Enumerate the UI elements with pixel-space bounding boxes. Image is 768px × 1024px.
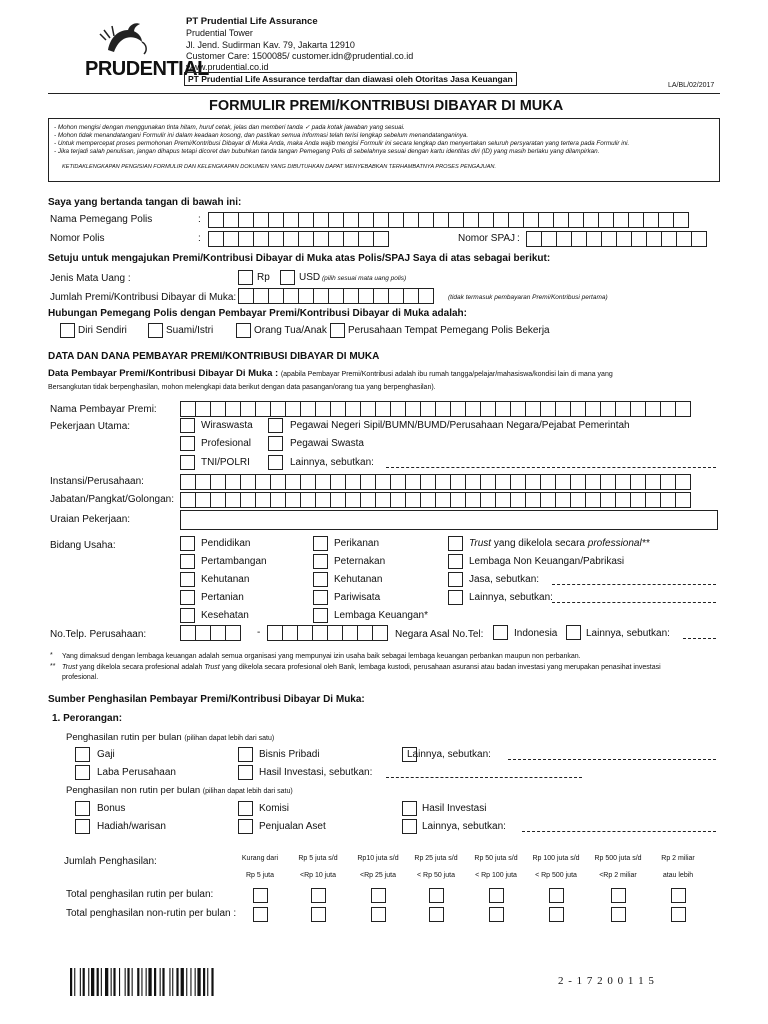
pekerjaan-lainnya-label: Lainnya, sebutkan: xyxy=(290,457,374,468)
total-rutin-range-checkbox[interactable] xyxy=(429,888,444,903)
total-nonrutin-range-checkbox[interactable] xyxy=(371,907,386,922)
total-nonrutin-range-checkbox[interactable] xyxy=(253,907,268,922)
total-rutin-range-checkbox[interactable] xyxy=(253,888,268,903)
rp-label: Rp xyxy=(257,272,270,283)
barcode-bar xyxy=(207,968,208,996)
pns-label: Pegawai Negeri Sipil/BUMN/BUMD/Perusahaan Negara/Pejabat Pemerintah xyxy=(290,420,630,431)
total-rutin-range-checkbox[interactable] xyxy=(371,888,386,903)
bidang-kehutanan2-label: Kehutanan xyxy=(334,574,383,585)
bidang-pertanian-checkbox[interactable] xyxy=(180,590,195,605)
range-header-line: Rp 50 juta s/d xyxy=(474,855,518,862)
colon: : xyxy=(198,214,201,225)
nomor-spaj-label: Nomor SPAJ xyxy=(458,233,516,244)
barcode-bar xyxy=(125,968,126,996)
bidang-pariwisata-checkbox[interactable] xyxy=(313,590,328,605)
nama-pemegang-input[interactable] xyxy=(208,212,688,228)
lainnya-nonrutin-checkbox[interactable] xyxy=(402,819,417,834)
barcode-bar xyxy=(181,968,184,996)
pekerjaan-lainnya-checkbox[interactable] xyxy=(268,455,283,470)
company-care: Customer Care: 1500085/ customer.idn@prudential.co.id xyxy=(186,51,414,61)
nomor-polis-label: Nomor Polis xyxy=(50,233,105,244)
hadiah-label: Hadiah/warisan xyxy=(97,821,166,832)
company-web: www.prudential.co.id xyxy=(186,62,269,72)
pns-checkbox[interactable] xyxy=(268,418,283,433)
gaji-label: Gaji xyxy=(97,749,115,760)
colon: : xyxy=(198,233,201,244)
profesional-label: Profesional xyxy=(201,438,252,449)
hasil-investasi-nonrutin-label: Hasil Investasi xyxy=(422,803,487,814)
page-title: FORMULIR PREMI/KONTRIBUSI DIBAYAR DI MUKA xyxy=(209,98,564,114)
pekerjaan-label: Pekerjaan Utama: xyxy=(50,421,131,432)
company-building: Prudential Tower xyxy=(186,28,253,38)
bidang-pertanian-label: Pertanian xyxy=(201,592,244,603)
bonus-label: Bonus xyxy=(97,803,126,814)
bidang-peternakan-label: Peternakan xyxy=(334,556,386,567)
footnote-1: Yang dimaksud dengan lembaga keuangan adalah semua organisasi yang mempunyai izin usaha baik sebagai lembaga keuangan perbankan maupun non perbankan. xyxy=(62,653,581,660)
barcode xyxy=(70,968,270,996)
bidang-lembaga-keuangan-label: Lembaga Keuangan* xyxy=(334,610,428,621)
barcode-bar xyxy=(141,968,142,996)
telp-number-input[interactable] xyxy=(267,625,387,641)
barcode-bar xyxy=(203,968,205,996)
laba-checkbox[interactable] xyxy=(75,765,90,780)
total-rutin-range-checkbox[interactable] xyxy=(489,888,504,903)
telp-label: No.Telp. Perusahaan: xyxy=(50,629,147,640)
instansi-input[interactable] xyxy=(180,474,690,490)
footnote-1-marker: * xyxy=(50,652,53,659)
hubungan-ortu-label: Orang Tua/Anak xyxy=(254,325,327,336)
bidang-kesehatan-checkbox[interactable] xyxy=(180,608,195,623)
telp-area-input[interactable] xyxy=(180,625,240,641)
barcode-bar xyxy=(211,968,213,996)
company-address: Jl. Jend. Sudirman Kav. 79, Jakarta 12910 xyxy=(186,40,355,50)
barcode-bar xyxy=(197,968,200,996)
total-nonrutin-range-checkbox[interactable] xyxy=(311,907,326,922)
barcode-bar xyxy=(162,968,164,996)
rp-checkbox[interactable] xyxy=(238,270,253,285)
sec4-subnote: Bersangkutan tidak berpenghasilan, mohon melengkapi data berikut dengan data pasangan/orang tua yang berpenghasilan). xyxy=(48,384,436,391)
nomor-spaj-input[interactable] xyxy=(526,231,706,247)
negara-lainnya-label: Lainnya, sebutkan: xyxy=(586,628,670,639)
uraian-label: Uraian Pekerjaan: xyxy=(50,514,131,525)
instansi-label: Instansi/Perusahaan: xyxy=(50,476,144,487)
lainnya-rutin-field[interactable] xyxy=(508,759,716,760)
swasta-label: Pegawai Swasta xyxy=(290,438,364,449)
lainnya-nonrutin-label: Lainnya, sebutkan: xyxy=(422,821,506,832)
total-rutin-range-checkbox[interactable] xyxy=(549,888,564,903)
jumlah-penghasilan-label: Jumlah Penghasilan: xyxy=(64,856,157,867)
barcode-bar xyxy=(83,968,85,996)
sec4-subheading: Data Pembayar Premi/Kontribusi Dibayar Di Muka : (apabila Pembayar Premi/Kontribusi adalah ibu rumah tangga/pelajar/mahasiswa/kondisi lain di mana yang xyxy=(48,368,613,379)
instruction-item: - Untuk mempercepat proses permohonan Premi/Kontribusi Dibayar di Muka Anda, maka Anda wajib mengisi Formulir ini secara lengkap dan menyertakan seluruh persyaratan yang tertera pada Formulir ini. xyxy=(54,140,630,147)
range-header-line: < Rp 100 juta xyxy=(475,872,517,879)
bidang-non-keuangan-label: Lembaga Non Keuangan/Pabrikasi xyxy=(469,556,625,567)
barcode-bar xyxy=(169,968,170,996)
bidang-jasa-checkbox[interactable] xyxy=(448,572,463,587)
usd-checkbox[interactable] xyxy=(280,270,295,285)
bidang-non-keuangan-checkbox[interactable] xyxy=(448,554,463,569)
bidang-lainnya-checkbox[interactable] xyxy=(448,590,463,605)
gaji-checkbox[interactable] xyxy=(75,747,90,762)
bidang-kesehatan-label: Kesehatan xyxy=(201,610,249,621)
penjualan-aset-checkbox[interactable] xyxy=(238,819,253,834)
laba-label: Laba Perusahaan xyxy=(97,767,176,778)
bidang-peternakan-checkbox[interactable] xyxy=(313,554,328,569)
barcode-bar xyxy=(172,968,173,996)
bidang-kehutanan1-checkbox[interactable] xyxy=(180,572,195,587)
barcode-bar xyxy=(113,968,115,996)
range-header-line: Rp 100 juta s/d xyxy=(532,855,580,862)
total-rutin-range-checkbox[interactable] xyxy=(671,888,686,903)
total-rutin-range-checkbox[interactable] xyxy=(611,888,626,903)
barcode-bar xyxy=(137,968,139,996)
bidang-label: Bidang Usaha: xyxy=(50,540,116,551)
bidang-perikanan-label: Perikanan xyxy=(334,538,380,549)
barcode-bar xyxy=(132,968,133,996)
barcode-bar xyxy=(160,968,161,996)
prudential-logo-emblem xyxy=(88,20,160,60)
range-header-line: <Rp 10 juta xyxy=(300,872,336,879)
lainnya-rutin-label: Lainnya, sebutkan: xyxy=(407,749,491,760)
barcode-bar xyxy=(176,968,178,996)
bisnis-pribadi-checkbox[interactable] xyxy=(238,747,253,762)
jumlah-premi-note: (tidak termasuk pembayaran Premi/Kontribusi pertama) xyxy=(448,294,608,301)
barcode-bar xyxy=(195,968,196,996)
nama-pemegang-label: Nama Pemegang Polis xyxy=(50,214,153,225)
total-rutin-label: Total penghasilan rutin per bulan: xyxy=(66,889,214,900)
bidang-trust-label: Trust yang dikelola secara professional** xyxy=(469,538,650,549)
wiraswasta-label: Wiraswasta xyxy=(201,420,253,431)
barcode-bar xyxy=(148,968,151,996)
lainnya-nonrutin-field[interactable] xyxy=(522,831,716,832)
sec3-heading: Hubungan Pemegang Polis dengan Pembayar Premi/Kontribusi Dibayar di Muka adalah: xyxy=(48,308,467,319)
total-nonrutin-range-checkbox[interactable] xyxy=(549,907,564,922)
range-header-line: Rp 2 miliar xyxy=(661,855,695,862)
rutin-heading: Penghasilan rutin per bulan (pilihan dapat lebih dari satu) xyxy=(66,732,275,743)
bisnis-pribadi-label: Bisnis Pribadi xyxy=(259,749,320,760)
negara-lainnya-checkbox[interactable] xyxy=(566,625,581,640)
jabatan-label: Jabatan/Pangkat/Golongan: xyxy=(50,494,174,505)
barcode-bar xyxy=(80,968,81,996)
footnote-2: Trust yang dikelola secara profesional adalah Trust yang dikelola secara profesional oleh Bank, lembaga kustodi, perusahaan asuransi atau badan investasi yang merupakan penasihat investasi xyxy=(62,664,661,671)
sec2-heading: Setuju untuk mengajukan Premi/Kontribusi Dibayar di Muka atas Polis/SPAJ Saya di atas sebagai berikut: xyxy=(48,253,551,264)
range-header-line: Rp 5 juta xyxy=(245,872,275,879)
barcode-bar xyxy=(119,968,120,996)
barcode-bar xyxy=(154,968,156,996)
hubungan-perusahaan-checkbox[interactable] xyxy=(330,323,345,338)
nonrutin-heading: Penghasilan non rutin per bulan (pilihan dapat lebih dari satu) xyxy=(66,785,293,796)
form-code: LA/BL/02/2017 xyxy=(668,82,715,89)
hasil-investasi-nonrutin-checkbox[interactable] xyxy=(402,801,417,816)
uraian-input[interactable] xyxy=(180,510,718,530)
usd-label: USD xyxy=(299,272,321,283)
range-header-line: < Rp 500 juta xyxy=(535,872,577,879)
perorangan-heading: 1. Perorangan: xyxy=(52,713,123,724)
total-nonrutin-label: Total penghasilan non-rutin per bulan : xyxy=(66,908,237,919)
mata-uang-label: Jenis Mata Uang : xyxy=(50,273,131,284)
jumlah-premi-label: Jumlah Premi/Kontribusi Dibayar di Muka: xyxy=(50,292,237,303)
colon: : xyxy=(517,233,520,244)
header-rule xyxy=(48,93,720,94)
hubungan-diri-label: Diri Sendiri xyxy=(78,325,127,336)
wiraswasta-checkbox[interactable] xyxy=(180,418,195,433)
range-header-line: Rp 5 juta s/d xyxy=(298,855,338,862)
bidang-pertambangan-checkbox[interactable] xyxy=(180,554,195,569)
bidang-kehutanan1-label: Kehutanan xyxy=(201,574,250,585)
hubungan-diri-checkbox[interactable] xyxy=(60,323,75,338)
instruction-item: - Mohon mengisi dengan menggunakan tinta hitam, huruf cetak, jelas dan memberi tanda ✓ pada kotak jawaban yang sesuai. xyxy=(54,124,405,131)
bidang-pendidikan-label: Pendidikan xyxy=(201,538,251,549)
bidang-pendidikan-checkbox[interactable] xyxy=(180,536,195,551)
nama-pembayar-label: Nama Pembayar Premi: xyxy=(50,404,157,415)
barcode-bar xyxy=(186,968,187,996)
hubungan-suami-checkbox[interactable] xyxy=(148,323,163,338)
sec1-heading: Saya yang bertanda tangan di bawah ini: xyxy=(48,197,242,208)
prudential-logo-text: PRUDENTIAL xyxy=(85,58,209,80)
total-nonrutin-range-checkbox[interactable] xyxy=(489,907,504,922)
barcode-bar xyxy=(190,968,191,996)
barcode-bar xyxy=(70,968,72,996)
pekerjaan-lainnya-field[interactable] xyxy=(386,467,716,468)
barcode-bar xyxy=(105,968,108,996)
usd-note: (pilih sesuai mata uang polis) xyxy=(322,275,407,282)
total-nonrutin-range-checkbox[interactable] xyxy=(429,907,444,922)
total-nonrutin-range-checkbox[interactable] xyxy=(611,907,626,922)
sec4-heading: DATA DAN DANA PEMBAYAR PREMI/KONTRIBUSI DIBAYAR DI MUKA xyxy=(48,351,380,362)
instruction-item: - Mohon tidak menandatangani Formulir ini dalam keadaan kosong, dan pastikan semua informasi telah terisi lengkap sebelum menandatanganinya. xyxy=(54,132,469,139)
barcode-bar xyxy=(146,968,147,996)
barcode-bar xyxy=(127,968,129,996)
footer-code: 2 - 1 7 2 0 0 1 1 5 xyxy=(558,975,655,987)
bidang-jasa-field[interactable] xyxy=(552,584,716,585)
barcode-bar xyxy=(111,968,112,996)
range-header-line: Rp10 juta s/d xyxy=(357,855,399,862)
range-header-line: <Rp 25 juta xyxy=(360,872,396,879)
bidang-lembaga-keuangan-checkbox[interactable] xyxy=(313,608,328,623)
sec5-heading: Sumber Penghasilan Pembayar Premi/Kontribusi Dibayar Di Muka: xyxy=(48,694,365,705)
bidang-trust-checkbox[interactable] xyxy=(448,536,463,551)
nama-pembayar-input[interactable] xyxy=(180,401,690,417)
tni-checkbox[interactable] xyxy=(180,455,195,470)
footnote-2-marker: ** xyxy=(50,663,56,670)
bidang-jasa-label: Jasa, sebutkan: xyxy=(469,574,540,585)
jumlah-premi-input[interactable] xyxy=(238,288,433,304)
bonus-checkbox[interactable] xyxy=(75,801,90,816)
hasil-investasi-rutin-field[interactable] xyxy=(386,777,582,778)
instruction-item: - Jika terjadi salah penulisan, jangan dihapus tetapi dicoret dan bubuhkan tanda tangan Pemegang Polis di sebelahnya sesuai dengan kartu identitas diri (ID) yang masih berlaku yang dilampirkan. xyxy=(54,148,600,155)
bidang-pariwisata-label: Pariwisata xyxy=(334,592,381,603)
barcode-bar xyxy=(74,968,75,996)
range-header-line: Rp 25 juta s/d xyxy=(414,855,458,862)
profesional-checkbox[interactable] xyxy=(180,436,195,451)
swasta-checkbox[interactable] xyxy=(268,436,283,451)
negara-lainnya-field[interactable] xyxy=(683,638,716,639)
company-name: PT Prudential Life Assurance xyxy=(186,16,318,27)
telp-dash: - xyxy=(257,627,261,638)
tni-label: TNI/POLRI xyxy=(201,457,250,468)
hubungan-perusahaan-label: Perusahaan Tempat Pemegang Polis Bekerja xyxy=(348,325,550,336)
hadiah-checkbox[interactable] xyxy=(75,819,90,834)
penjualan-aset-label: Penjualan Aset xyxy=(259,821,326,832)
nomor-polis-input[interactable] xyxy=(208,231,388,247)
barcode-bar xyxy=(88,968,89,996)
range-header-line: Rp 500 juta s/d xyxy=(594,855,642,862)
footnote-2-cont: profesional. xyxy=(62,674,99,681)
bidang-kehutanan2-checkbox[interactable] xyxy=(313,572,328,587)
jabatan-input[interactable] xyxy=(180,492,690,508)
range-header-line: Kurang dari xyxy=(241,855,279,862)
bidang-lainnya-field[interactable] xyxy=(552,602,716,603)
total-rutin-range-checkbox[interactable] xyxy=(311,888,326,903)
instruction-note: KETIDAKLENGKAPAN PENGISIAN FORMULIR DAN KELENGKAPAN DOKUMEN YANG DIBUTUHKAN DAPAT MENYEBABKAN TERHAMBATNYA PROSES PENGAJUAN. xyxy=(62,164,497,170)
ojk-notice: PT Prudential Life Assurance terdaftar dan diawasi oleh Otoritas Jasa Keuangan xyxy=(184,72,517,86)
negara-label: Negara Asal No.Tel: xyxy=(395,629,484,640)
bidang-pertambangan-label: Pertambangan xyxy=(201,556,267,567)
komisi-label: Komisi xyxy=(259,803,290,814)
negara-indonesia-label: Indonesia xyxy=(514,628,558,639)
hubungan-suami-label: Suami/Istri xyxy=(166,325,214,336)
range-header-line: <Rp 2 miliar xyxy=(599,872,637,879)
range-header-line: atau lebih xyxy=(662,872,694,879)
barcode-bar xyxy=(97,968,99,996)
barcode-bar xyxy=(91,968,94,996)
bidang-perikanan-checkbox[interactable] xyxy=(313,536,328,551)
hasil-investasi-rutin-label: Hasil Investasi, sebutkan: xyxy=(259,767,373,778)
negara-indonesia-checkbox[interactable] xyxy=(493,625,508,640)
range-header-line: < Rp 50 juta xyxy=(417,872,455,879)
hasil-investasi-rutin-checkbox[interactable] xyxy=(238,765,253,780)
bidang-lainnya-label: Lainnya, sebutkan: xyxy=(469,592,553,603)
hubungan-ortu-checkbox[interactable] xyxy=(236,323,251,338)
total-nonrutin-range-checkbox[interactable] xyxy=(671,907,686,922)
barcode-bar xyxy=(101,968,102,996)
komisi-checkbox[interactable] xyxy=(238,801,253,816)
